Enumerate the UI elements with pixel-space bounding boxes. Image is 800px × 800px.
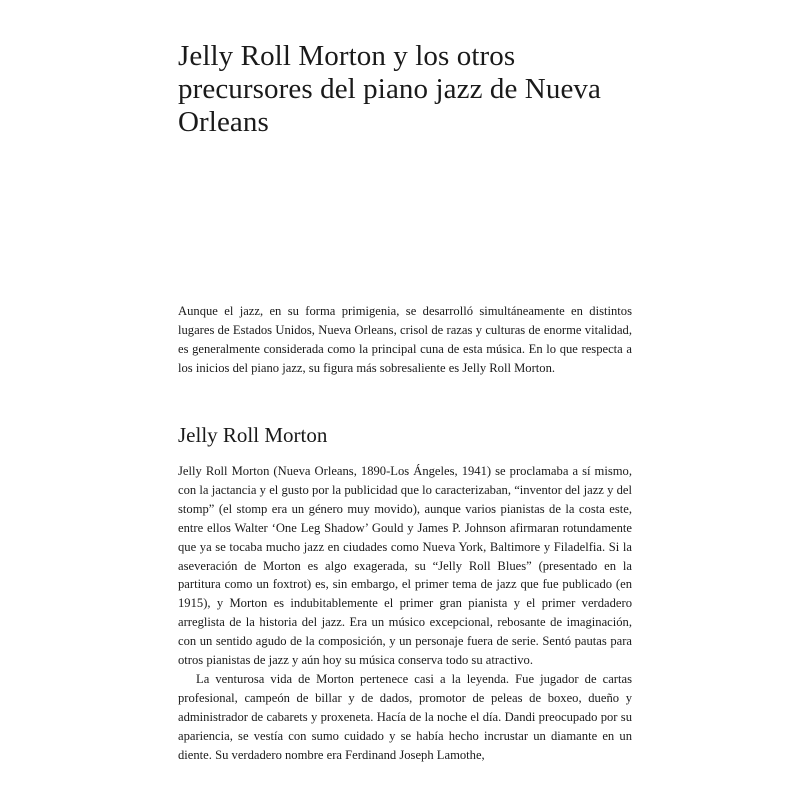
section-body (178, 462, 632, 765)
body-paragraph-1: Jelly Roll Morton (Nueva Orleans, 1890-Los Ángeles, 1941) se proclamaba a sí mismo, con la jactancia y el gusto por la publicidad que lo caracterizaban, “inventor del jazz y del stomp” (el stomp era un género muy movido), aunque varios pianistas de la costa este, entre ellos Walter ‘One Leg Shadow’ Gould y James P. Johnson afirmaran rotundamente que ya se tocaba mucho jazz en ciudades como Nueva York, Baltimore y Filadelfia. Si la aseveración de Morton es algo exagerada, su “Jelly Roll Blues” (presentado en la partitura como un foxtrot) es, sin embargo, el primer tema de jazz que fue publicado (en 1915), y Morton es indubitablemente el primer gran pianista y el primer verdadero arreglista de la historia del jazz. Era un músico excepcional, rebosante de imaginación, con un sentido agudo de la composición, y un personaje fuera de serie. Sentó pautas para otros pianistas de jazz y aún hoy su música conserva todo su atractivo. (178, 464, 632, 668)
section-heading: Jelly Roll Morton (178, 423, 328, 447)
intro-paragraph: Aunque el jazz, en su forma primigenia, se desarrolló simultáneamente en distintos lugares de Estados Unidos, Nueva Orleans, crisol de razas y culturas de enorme vitalidad, es generalmente considerada como la principal cuna de esta música. En lo que respecta a los inicios del piano jazz, su figura más sobresaliente es Jelly Roll Morton. (178, 304, 632, 375)
chapter-title: Jelly Roll Morton y los otros precursores del piano jazz de Nueva Orleans (178, 40, 601, 138)
body-paragraph-2: La venturosa vida de Morton pertenece casi a la leyenda. Fue jugador de cartas profesional, campeón de billar y de dados, promotor de peleas de boxeo, dueño y administrador de cabarets y proxeneta. Hacía de la noche el día. Dandi preocupado por su apariencia, se vestía con sumo cuidado y se había hecho incrustar un diamante en un diente. Su verdadero nombre era Ferdinand Joseph Lamothe, (178, 671, 632, 762)
